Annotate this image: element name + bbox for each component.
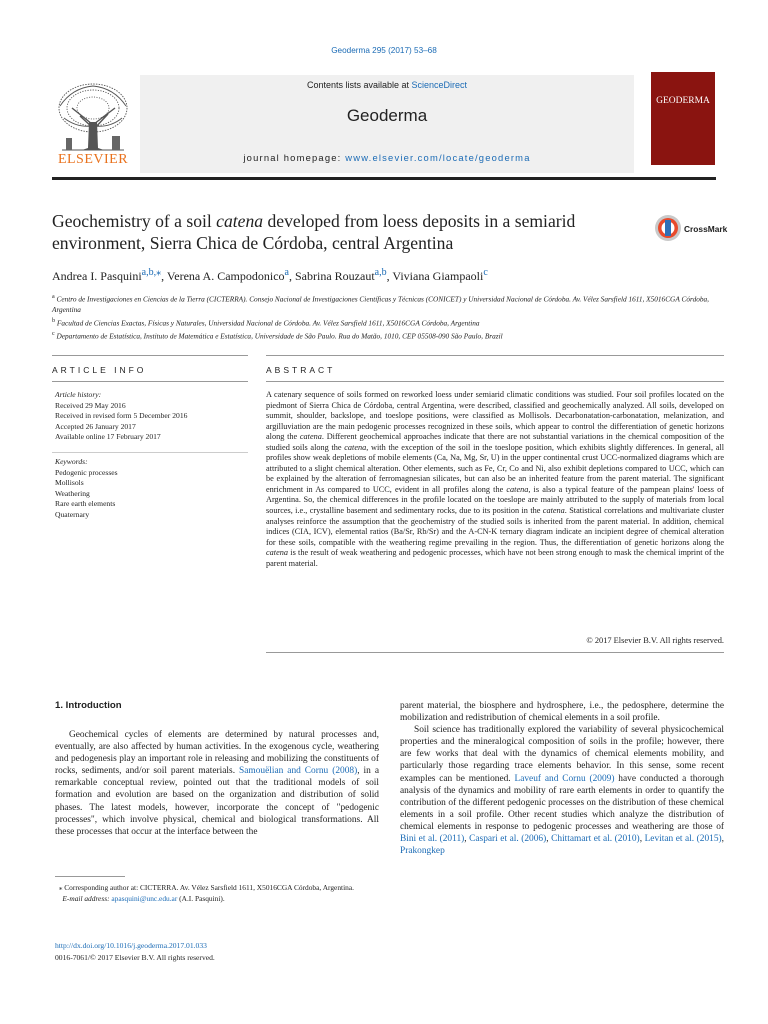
affiliation-mark: b	[52, 318, 56, 325]
text-run: have conducted a thorough analysis of the dynamics and mobility of rare earth elements in order to quantify the contribution of the different pedogenic processes on the distribution of these chemical elements in a soil profile. Other recent studies which analyze the distribution of chemical elements in response to pedogenic processes and weathering are those of	[400, 773, 724, 832]
abstract-run: , with the exception of the soil in the toeslope position, which exhibits slightly differences. In general, all profiles show weak depletions of mobile elements (Ca, Na, Mg, Sr, U) in the upper continental crust UCC-normalized diagrams which are attributed to a slight chemical alteration. Other elements, such as Fe, Cr, Co and Ni, also exhibit depletions compared to UCC, which can be explained by the alteration of ferromagnesian silicates, but can also be an inherited feature from the parent material. The significant enrichment in As compared to UCC, evident in all profiles along the	[266, 442, 724, 494]
doi-link[interactable]: http://dx.doi.org/10.1016/j.geoderma.2017.01.033	[55, 941, 207, 950]
author[interactable]	[52, 269, 161, 283]
homepage-link[interactable]: www.elsevier.com/locate/geoderma	[345, 152, 531, 163]
abstract-italic-run: catena	[506, 484, 529, 494]
author-name: Viviana Giampaoli	[392, 269, 484, 283]
header-divider	[52, 177, 716, 180]
text-run: Geochemical cycles of elements are determined by natural processes and, eventually, are also affected by human activities. In the exogenous cycle, weathering and pedogenesis play an important role in releasing and mobilizing the constituents of rocks, sediments, and/or soil parent materials.	[55, 730, 379, 777]
author-affiliation-mark[interactable]: a	[284, 267, 289, 278]
email-label: E-mail address:	[62, 894, 112, 903]
author[interactable]	[392, 269, 487, 283]
author-separator: ,	[386, 269, 393, 283]
divider	[266, 355, 724, 356]
keyword-item: Mollisols	[55, 478, 84, 488]
issn-copyright: 0016-7061/© 2017 Elsevier B.V. All rights reserved.	[55, 953, 215, 962]
keyword-item: Rare earth elements	[55, 499, 116, 509]
abstract-text	[266, 390, 724, 569]
text-run: , in a remarkable conceptual review, pointed out that the traditional models of soil formation and evolution are based on the organization and distribution of solid phases. The latest models, however, incorporate the concept of "pedogenic processes", which involve physical, chemical and biological transformations. All these processes that occur at the interface between the	[55, 766, 379, 837]
contents-prefix: Contents lists available at	[306, 80, 412, 90]
contents-line	[140, 80, 634, 90]
body-paragraph	[400, 724, 724, 857]
keyword-item: Pedogenic processes	[55, 467, 118, 477]
abstract-italic-run: catena	[344, 442, 367, 452]
author[interactable]	[167, 269, 289, 283]
author[interactable]	[295, 269, 387, 283]
abstract-run: . Statistical correlations and multivariate cluster analyses reinforce the assumption that the geochemistry of the studied soils is inherited from the parent material. In addition, chemical indices (CIA, ICV), elemental ratios (Ba/Sr, Rb/Sr) and the A-CN-K ternary diagram indicate an incipient degree of chemical alteration for these soils, compatible with the weathering regime prevailing in the region. Thus, the differentiation of genetic horizons along the	[266, 506, 724, 547]
author-name: Verena A. Campodonico	[166, 269, 285, 283]
title-part: Geochemistry of a soil	[52, 211, 217, 231]
divider	[52, 452, 248, 453]
divider	[52, 355, 248, 356]
article-title	[52, 210, 632, 254]
divider	[266, 381, 724, 382]
corresponding-author-note	[55, 882, 381, 893]
keyword-item: Quaternary	[55, 509, 90, 519]
text-run: parent material, the biosphere and hydrosphere, i.e., the pedosphere, determine the mobilization and redistribution of chemical elements in a soil profile.	[400, 701, 724, 724]
abstract-italic-run: catena	[266, 548, 288, 558]
text-run: Soil science has traditionally explored the variability of several physicochemical properties and the mineralogical composition of soils in the profile; however, there are few works that deal with the dynamics of chemical elements mobility, and particularly those regarding trace elements behavior. In this sense, some recent examples can be mentioned.	[400, 725, 724, 784]
text-run: ,	[639, 834, 645, 845]
author-name: Andrea I. Pasquini	[52, 269, 142, 283]
body-paragraph	[55, 729, 379, 838]
citation-link[interactable]: Laveuf and Cornu (2009)	[514, 773, 615, 784]
body-paragraph	[400, 700, 724, 724]
journal-cover-image[interactable]	[651, 72, 715, 165]
elsevier-logo-text: ELSEVIER	[57, 152, 129, 167]
email-suffix: (A.I. Pasquini).	[177, 894, 225, 903]
abstract-run: is the result of weak weathering and pedogenic processes, which have not been strong enough to mask the chemical imprint of the parent material.	[266, 548, 724, 568]
text-run: ,	[546, 834, 552, 845]
journal-homepage-line	[140, 152, 634, 163]
email-note	[55, 893, 381, 904]
affiliation-text: Departamento de Estatística, Instituto de Matemática e Estatística, Universidade de São Paulo. Rua do Matão, 1010, CEP 05508-090 São Paulo, Brazil	[54, 331, 503, 341]
citation-link[interactable]: Levitan et al. (2015)	[644, 834, 722, 845]
footnote-text: Corresponding author at: CICTERRA. Av. Vélez Sarsfield 1611, X5016CGA Córdoba, Argentina.	[62, 883, 354, 892]
citation-link[interactable]: Bini et al. (2011)	[400, 834, 465, 845]
sciencedirect-link[interactable]: ScienceDirect	[411, 80, 468, 90]
section-heading-introduction: 1. Introduction	[55, 700, 122, 711]
email-link[interactable]: apasquini@unc.edu.ar	[111, 894, 178, 903]
affiliation-text: Facultad de Ciencias Exactas, Físicas y Naturales, Universidad Nacional de Córdoba. Av. Vélez Sarsfield 1611, X5016CGA Córdoba, Argentina	[55, 318, 480, 328]
citation-link[interactable]: Caspari et al. (2006)	[469, 834, 547, 845]
footnote-divider	[55, 876, 125, 877]
author-name: Sabrina Rouzaut	[295, 269, 375, 283]
author-affiliation-mark[interactable]: a,b	[374, 267, 387, 278]
affiliation-item	[52, 292, 720, 316]
history-label: Article history:	[55, 390, 102, 399]
author-affiliation-mark[interactable]: c	[483, 267, 488, 278]
body-column-left	[55, 729, 379, 838]
author-affiliation-mark[interactable]: a,b,⁎	[141, 267, 162, 278]
abstract-heading: ABSTRACT	[266, 365, 336, 375]
citation-link[interactable]: Prakongkep	[400, 846, 445, 857]
abstract-run: A catenary sequence of soils formed on reworked loess under semiarid climatic conditions was studied. Four soil profiles located on the piedmont of Sierra Chica de Córdoba, central Argentina, were described, classified and geochemically analyzed. All soils, developed on summit, shoulder, backslope, and toeslope positions, were classified as Mollisols. Decarbonatation-carbonatation, melanization, and argilluviation are the main pedogenic processes recognized in these soils, which appear to control the differentiation of genetic horizons along the	[266, 390, 724, 442]
keyword-item: Weathering	[55, 488, 90, 498]
citation-link[interactable]: Chittamart et al. (2010)	[551, 834, 640, 845]
history-item: Received 29 May 2016	[55, 400, 126, 410]
citation-link[interactable]: Samouëlian and Cornu (2008)	[239, 766, 358, 777]
footnote	[55, 882, 381, 904]
footnote-mark: ⁎	[58, 883, 63, 892]
article-history	[55, 390, 245, 443]
text-run: ,	[464, 834, 470, 845]
title-part: developed from loess deposits in a semiarid environment, Sierra Chica de Córdoba, central Argentina	[52, 211, 576, 253]
body-column-right	[400, 700, 724, 857]
affiliation-mark: a	[52, 294, 55, 300]
abstract-italic-run: catena	[542, 506, 565, 516]
divider	[52, 381, 248, 382]
affiliation-item	[52, 316, 720, 329]
article-info-heading: ARTICLE INFO	[52, 365, 147, 375]
text-run: ,	[721, 834, 724, 845]
abstract-run: , is also a typical feature of the pampean plains' loess of Argentina. So, the chemical differences in the profile located on the toeslope are mainly attributed to the supply of materials from local sources, i.e., crystalline basement and sedimentary rocks, due to its position in the	[266, 484, 724, 516]
journal-cover-title: GEODERMA	[656, 96, 710, 106]
crossmark-icon[interactable]	[654, 214, 682, 242]
homepage-prefix: journal homepage:	[243, 152, 346, 163]
affiliation-item	[52, 329, 720, 342]
abstract-copyright: © 2017 Elsevier B.V. All rights reserved.	[586, 636, 724, 645]
history-item: Received in revised form 5 December 2016	[55, 411, 188, 421]
keywords	[55, 457, 245, 521]
abstract-italic-run: catena	[299, 432, 322, 442]
author-separator: ,	[161, 269, 167, 283]
history-item: Accepted 26 January 2017	[55, 421, 136, 431]
affiliation-text: Centro de Investigaciones en Ciencias de la Tierra (CICTERRA). Consejo Nacional de Investigaciones Científicas y Técnicas (CONICET) y Universidad Nacional de Córdoba. Av. Vélez Sarsfield 1611, X5016CGA Córdoba, Argentina	[52, 294, 709, 315]
author-list	[52, 267, 712, 284]
divider	[266, 652, 724, 653]
affiliations	[52, 292, 720, 342]
history-item: Available online 17 February 2017	[55, 432, 161, 442]
keywords-label: Keywords:	[55, 457, 88, 466]
abstract-run: . Different geochemical approaches indicate that there are not substantial variations in the chemical composition of the studied soils along the	[266, 432, 724, 452]
journal-reference-link[interactable]: Geoderma 295 (2017) 53–68	[331, 46, 437, 55]
title-italic-part: catena	[216, 211, 264, 231]
journal-title: Geoderma	[346, 106, 428, 125]
crossmark-label[interactable]: CrossMark	[684, 224, 728, 234]
affiliation-mark: c	[52, 331, 55, 338]
author-separator: ,	[289, 269, 295, 283]
